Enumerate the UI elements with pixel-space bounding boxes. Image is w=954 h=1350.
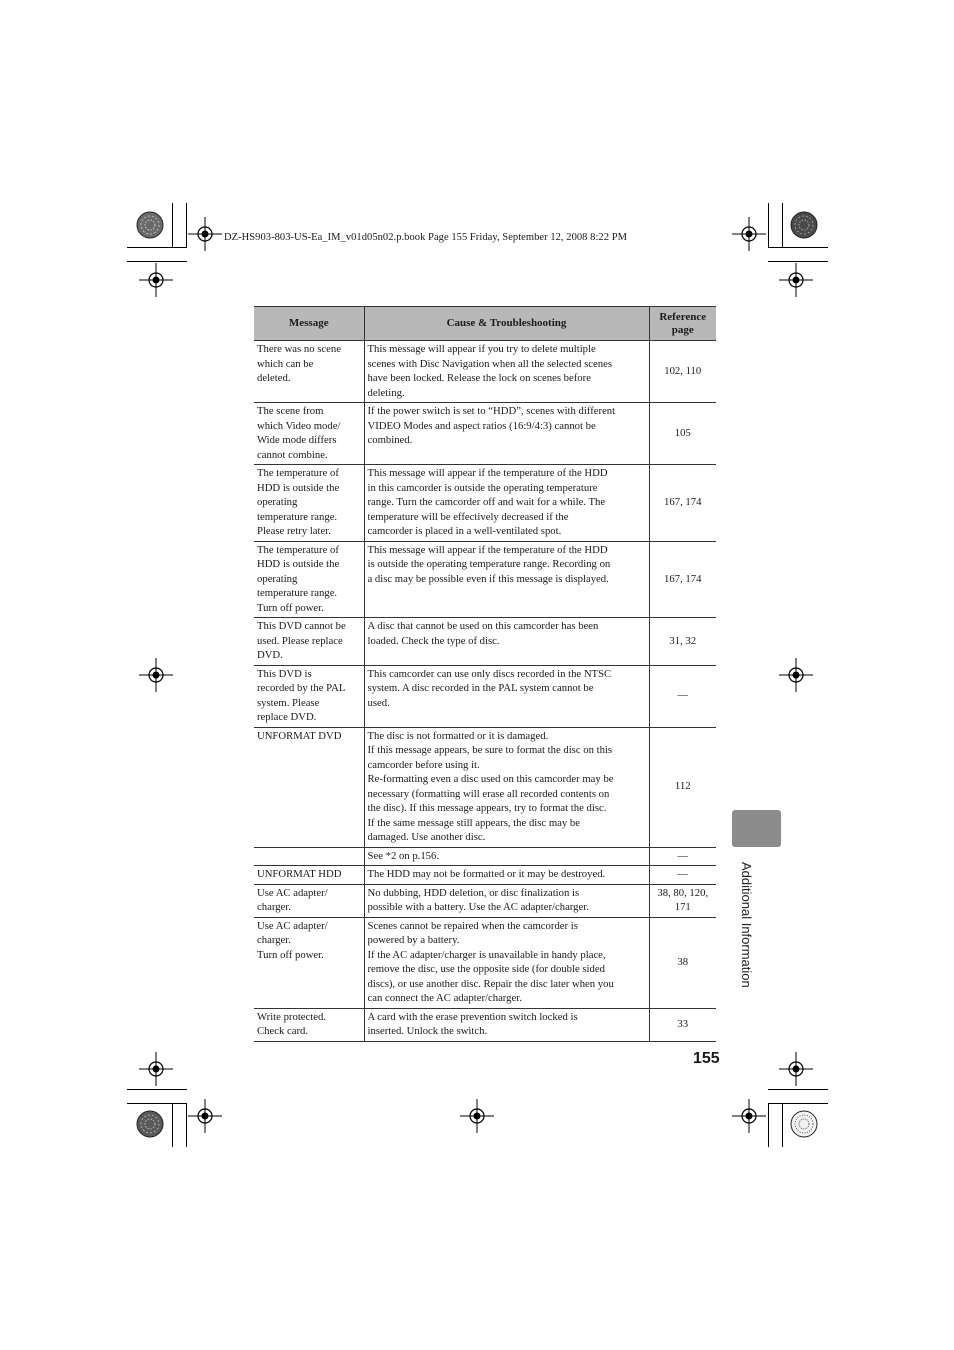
table-row <box>254 541 716 618</box>
message-cell-line: Use AC adapter/ <box>257 919 328 932</box>
message-cell-line: The temperature of <box>257 467 339 479</box>
message-cell <box>254 866 364 885</box>
cause-cell <box>364 847 649 866</box>
cause-cell <box>364 884 649 917</box>
message-cell-line: Wide mode differs <box>257 434 337 446</box>
registration-mark-icon <box>779 1052 813 1086</box>
registration-mark-icon <box>188 217 222 251</box>
reference-cell: 102, 110 <box>649 341 716 403</box>
message-cell-line: cannot combine. <box>257 448 328 461</box>
registration-mark-icon <box>779 658 813 692</box>
message-cell <box>254 403 364 465</box>
cause-cell-line: remove the disc, use the opposite side (for double sided <box>367 963 605 975</box>
registration-mark-icon <box>139 1052 173 1086</box>
registration-mark-icon <box>139 263 173 297</box>
table-row <box>254 847 716 866</box>
reference-cell: — <box>649 665 716 727</box>
table-row <box>254 618 716 666</box>
message-cell <box>254 884 364 917</box>
cause-cell-line: A disc that cannot be used on this camcorder has been <box>367 620 599 632</box>
cause-cell-line: damaged. Use another disc. <box>367 831 486 843</box>
message-cell-line: Check card. <box>257 1025 309 1037</box>
cause-cell-line: If this message appears, be sure to format the disc on this <box>367 744 613 756</box>
message-cell <box>254 665 364 727</box>
message-cell <box>254 1008 364 1041</box>
cause-cell-line: VIDEO Modes and aspect ratios (16:9/4:3) cannot be <box>367 419 596 432</box>
cause-cell-line: possible with a battery. Use the AC adapter/charger. <box>367 901 589 913</box>
message-cell-line: This DVD cannot be <box>257 620 346 632</box>
cause-cell-line: can connect the AC adapter/charger. <box>367 992 522 1004</box>
message-cell <box>254 727 364 847</box>
registration-mark-icon <box>139 658 173 692</box>
message-cell <box>254 465 364 542</box>
message-cell <box>254 917 364 1008</box>
message-cell-line: operating <box>257 572 298 585</box>
table-row <box>254 665 716 727</box>
cause-cell-line: Re-formatting even a disc used on this camcorder may be <box>367 773 614 785</box>
message-cell-line: HDD is outside the <box>257 558 340 570</box>
message-cell-line: Please retry later. <box>257 525 331 537</box>
message-cell-line: DVD. <box>257 649 283 661</box>
cause-cell-line: If the AC adapter/charger is unavailable in handy place, <box>367 948 606 961</box>
cause-cell-line: is outside the operating temperature range. Recording on <box>367 558 611 570</box>
cause-cell-line: camcorder is placed in a well-ventilated spot. <box>367 525 562 537</box>
cause-cell-line: system. A disc recorded in the PAL system cannot be <box>367 682 594 694</box>
registration-mark-icon <box>732 217 766 251</box>
cause-cell <box>364 465 649 542</box>
message-cell-line: Turn off power. <box>257 601 324 614</box>
cause-cell-line: loaded. Check the type of disc. <box>367 634 500 647</box>
cause-cell-line: inserted. Unlock the switch. <box>367 1025 488 1037</box>
table-row <box>254 465 716 542</box>
cause-cell-line: range. Turn the camcorder off and wait for a while. The <box>367 496 606 508</box>
message-cell-line: replace DVD. <box>257 711 317 723</box>
message-cell-line: This DVD is <box>257 667 312 680</box>
cause-cell <box>364 866 649 885</box>
message-cell-line: charger. <box>257 901 291 913</box>
table-row <box>254 1008 716 1041</box>
registration-mark-icon <box>460 1099 494 1133</box>
cause-cell-line: necessary (formatting will erase all recorded contents on <box>367 787 610 800</box>
cause-cell-line: temperature will be effectively decreased if the <box>367 510 569 523</box>
message-cell <box>254 618 364 666</box>
registration-mark-icon <box>732 1099 766 1133</box>
table-row <box>254 403 716 465</box>
message-cell-line: system. Please <box>257 696 320 709</box>
message-cell-line: The temperature of <box>257 543 339 556</box>
table-row <box>254 341 716 403</box>
print-calibration-disc-icon <box>790 1110 818 1138</box>
cause-cell <box>364 665 649 727</box>
message-cell <box>254 541 364 618</box>
table-row <box>254 884 716 917</box>
cause-cell-line: combined. <box>367 434 413 446</box>
reference-cell: 33 <box>649 1008 716 1041</box>
message-cell-line: which can be <box>257 357 314 370</box>
cause-cell-line: used. <box>367 696 390 709</box>
reference-cell: — <box>649 866 716 885</box>
reference-cell: 167, 174 <box>649 541 716 618</box>
cause-cell <box>364 917 649 1008</box>
section-label: Additional Information <box>739 862 754 988</box>
cause-cell-line: If the power switch is set to “HDD”, scenes with different <box>367 405 616 417</box>
table-header-row <box>254 307 716 341</box>
troubleshooting-table <box>254 306 716 1042</box>
column-header-reference: Reference page <box>649 307 716 341</box>
table-row <box>254 727 716 847</box>
cause-cell-line: the disc). If this message appears, try to format the disc. <box>367 802 607 814</box>
reference-cell: 105 <box>649 403 716 465</box>
message-cell-line: recorded by the PAL <box>257 682 346 694</box>
column-header-message: Message <box>254 307 364 341</box>
cause-cell-line: camcorder before using it. <box>367 758 480 771</box>
message-cell-line: which Video mode/ <box>257 419 341 432</box>
reference-cell: 38, 80, 120, 171 <box>649 884 716 917</box>
cause-cell-line: The disc is not formatted or it is damaged. <box>367 729 549 742</box>
reference-cell: 167, 174 <box>649 465 716 542</box>
cause-cell <box>364 618 649 666</box>
table-row <box>254 866 716 885</box>
message-cell-line: operating <box>257 496 298 508</box>
message-cell-line: HDD is outside the <box>257 481 340 494</box>
cause-cell <box>364 341 649 403</box>
table-row <box>254 917 716 1008</box>
section-tab <box>732 810 781 847</box>
reference-cell: 112 <box>649 727 716 847</box>
message-cell-line: Turn off power. <box>257 948 324 961</box>
cause-cell-line: a disc may be possible even if this message is displayed. <box>367 572 609 585</box>
message-cell-line: Use AC adapter/ <box>257 886 328 899</box>
print-calibration-disc-icon <box>790 211 818 239</box>
cause-cell <box>364 541 649 618</box>
message-cell-line: charger. <box>257 934 291 946</box>
cause-cell-line: This message will appear if the temperature of the HDD <box>367 543 608 556</box>
print-calibration-disc-icon <box>136 211 164 239</box>
registration-mark-icon <box>188 1099 222 1133</box>
message-cell-line: The scene from <box>257 405 324 417</box>
cause-cell-line: Scenes cannot be repaired when the camcorder is <box>367 919 578 932</box>
message-cell-line: There was no scene <box>257 343 341 355</box>
cause-cell-line: in this camcorder is outside the operating temperature <box>367 481 598 494</box>
cause-cell-line: This camcorder can use only discs recorded in the NTSC <box>367 667 612 680</box>
cause-cell-line: have been locked. Release the lock on scenes before <box>367 372 591 384</box>
cause-cell-line: This message will appear if the temperature of the HDD <box>367 467 608 479</box>
column-header-cause: Cause & Troubleshooting <box>364 307 649 341</box>
table-body <box>254 341 716 1042</box>
message-cell-line: deleted. <box>257 372 291 384</box>
page-number: 155 <box>693 1050 720 1067</box>
message-cell-line: temperature range. <box>257 510 338 523</box>
cause-cell-line: scenes with Disc Navigation when all the selected scenes <box>367 357 613 370</box>
cause-cell-line: A card with the erase prevention switch locked is <box>367 1010 578 1023</box>
cause-cell <box>364 1008 649 1041</box>
cause-cell-line: The HDD may not be formatted or it may be destroyed. <box>367 868 606 880</box>
cause-cell <box>364 403 649 465</box>
message-cell-line: UNFORMAT HDD <box>257 868 342 880</box>
registration-mark-icon <box>779 263 813 297</box>
cause-cell-line: deleting. <box>367 386 405 399</box>
cause-cell-line: powered by a battery. <box>367 934 460 946</box>
reference-cell: — <box>649 847 716 866</box>
cause-cell-line: discs), or use another disc. Repair the disc later when you <box>367 977 614 990</box>
message-cell <box>254 341 364 403</box>
message-cell-line: temperature range. <box>257 587 338 599</box>
cause-cell-line: If the same message still appears, the disc may be <box>367 816 580 829</box>
cause-cell-line: This message will appear if you try to delete multiple <box>367 343 596 355</box>
message-cell-line: used. Please replace <box>257 634 343 647</box>
cause-cell-line: No dubbing, HDD deletion, or disc finalization is <box>367 886 580 899</box>
message-cell-line: UNFORMAT DVD <box>257 729 342 742</box>
cause-cell <box>364 727 649 847</box>
header-file-info: DZ-HS903-803-US-Ea_IM_v01d05n02.p.book Page 155 Friday, September 12, 2008 8:22 PM <box>224 232 627 243</box>
message-cell <box>254 847 364 866</box>
reference-cell: 38 <box>649 917 716 1008</box>
reference-cell: 31, 32 <box>649 618 716 666</box>
message-cell-line: Write protected. <box>257 1010 327 1023</box>
cause-cell-line: See *2 on p.156. <box>367 849 440 862</box>
print-calibration-disc-icon <box>136 1110 164 1138</box>
